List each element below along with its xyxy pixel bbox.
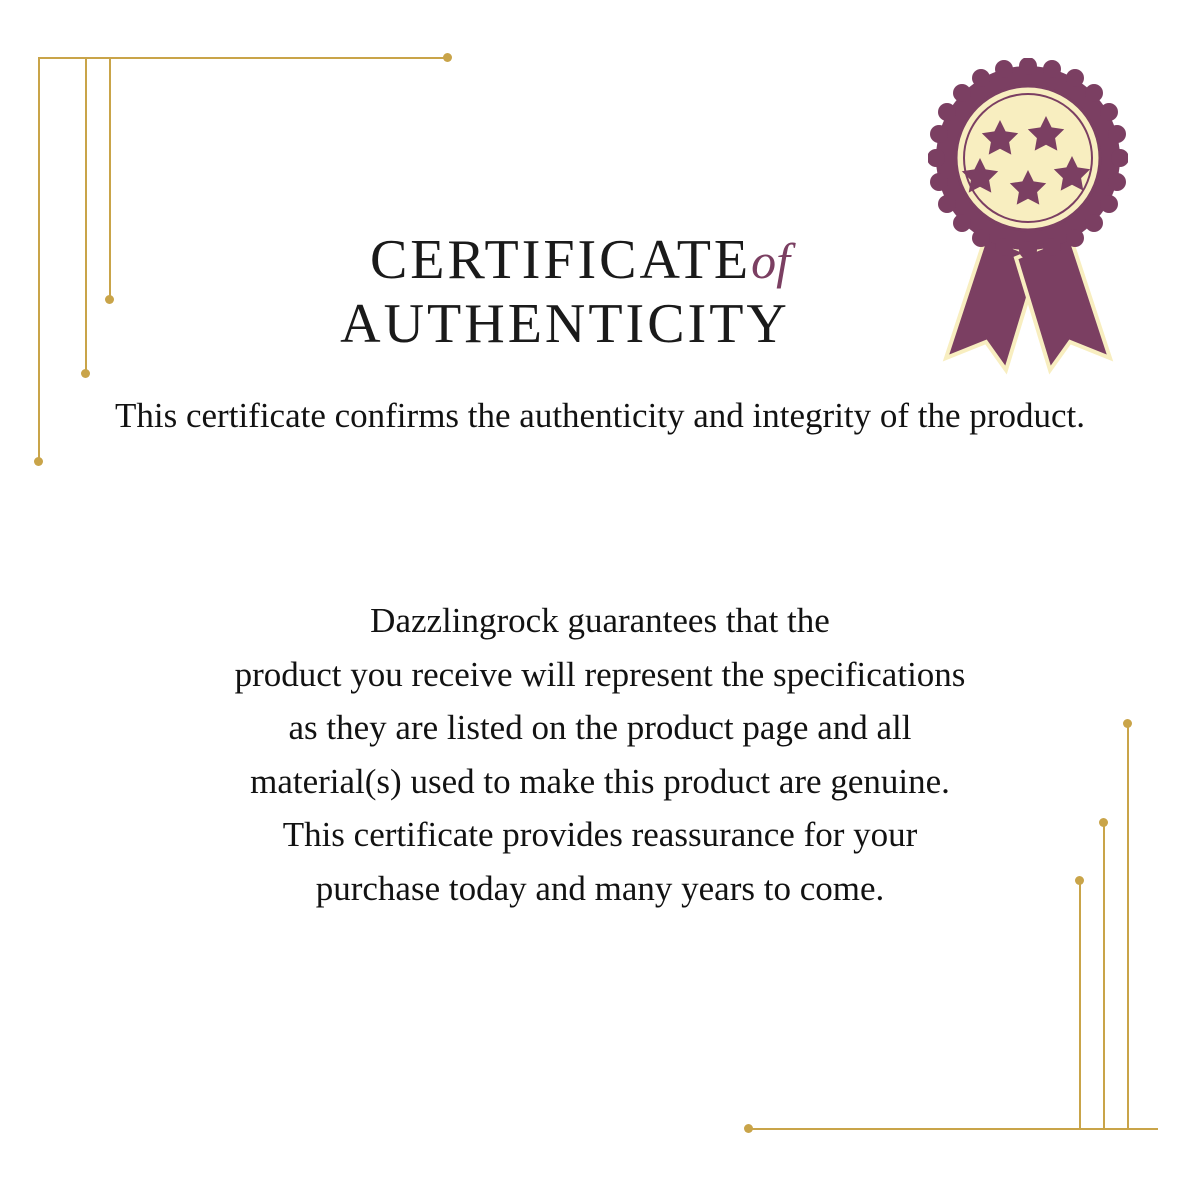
body-line: purchase today and many years to come. [315, 868, 885, 908]
deco-dot [81, 369, 90, 378]
deco-horizontal-line [748, 1128, 1158, 1130]
title-line-one [0, 228, 1130, 292]
page-title [0, 228, 1130, 357]
body-line: as they are listed on the product page and all [288, 708, 912, 748]
intro-paragraph: This certificate confirms the authenticity and integrity of the product. [115, 396, 1085, 435]
deco-vertical-line [1079, 880, 1081, 1130]
title-line-two: AUTHENTICITY [340, 293, 790, 356]
deco-dot [34, 457, 43, 466]
title-of-word: of [751, 233, 791, 289]
body-paragraph [90, 594, 1110, 915]
deco-dot [443, 53, 452, 62]
body-line: This certificate provides reassurance for your [282, 815, 918, 855]
body-line: Dazzlingrock guarantees that the [370, 601, 830, 640]
deco-dot [744, 1124, 753, 1133]
deco-horizontal-line [38, 57, 448, 59]
body-line: product you receive will represent the specifications [234, 654, 966, 694]
body-line: material(s) used to make this product are genuine. [250, 761, 950, 801]
title-certificate-word: CERTIFICATE [369, 229, 752, 291]
deco-vertical-line [1127, 723, 1129, 1130]
deco-dot [1123, 719, 1132, 728]
